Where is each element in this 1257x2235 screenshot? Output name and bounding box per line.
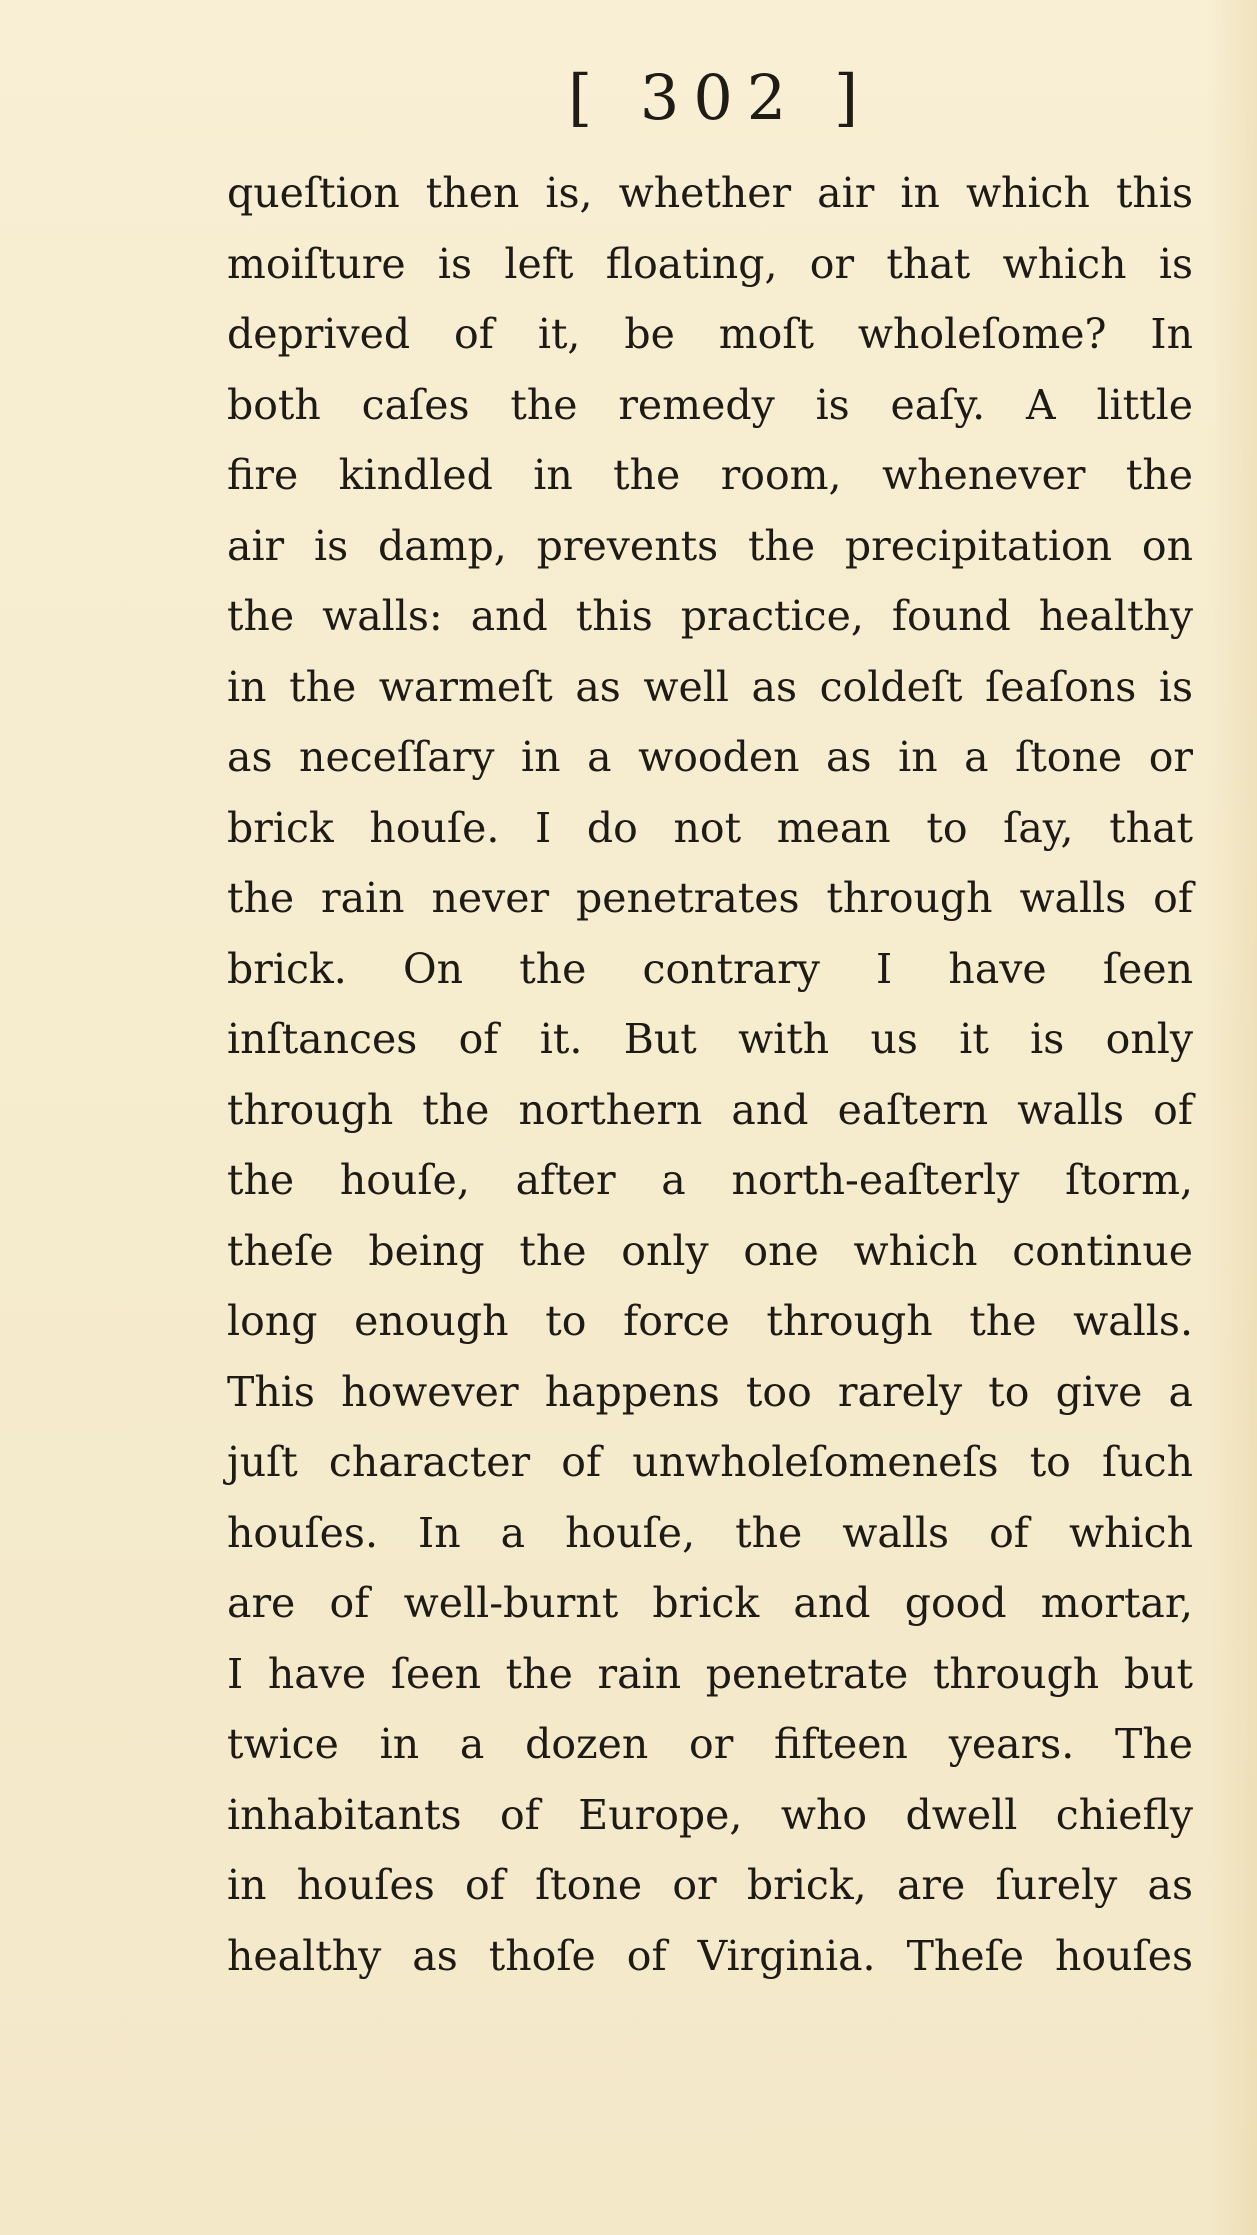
text-line: the rain never penetrates through walls of <box>227 874 1193 922</box>
text-line: brick. On the contrary I have ſeen <box>227 944 1193 993</box>
text-line: queſtion then is, whether air in which this <box>227 169 1193 217</box>
text-line: moiſture is left floating, or that which is <box>227 239 1193 288</box>
text-line: inſtances of it. But with us it is only <box>227 1015 1193 1063</box>
text-line: This however happens too rarely to give a <box>227 1367 1193 1416</box>
text-line: fire kindled in the room, whenever the <box>227 451 1193 499</box>
text-line: as neceſſary in a wooden as in a ſtone or <box>227 733 1193 781</box>
body-text <box>227 158 1193 1991</box>
text-line: the houſe, after a north-eaſterly ſtorm, <box>227 1156 1193 1204</box>
text-line: long enough to force through the walls. <box>227 1297 1193 1345</box>
text-line: I have ſeen the rain penetrate through but <box>227 1649 1193 1698</box>
text-line: are of well-burnt brick and good mortar, <box>227 1579 1193 1627</box>
text-line: the walls: and this practice, found healthy <box>227 592 1193 640</box>
page-number: [ 302 ] <box>568 61 873 134</box>
text-line: juſt character of unwholeſomeneſs to ſuch <box>227 1438 1193 1486</box>
text-line: houſes. In a houſe, the walls of which <box>227 1508 1193 1557</box>
text-line: brick houſe. I do not mean to ſay, that <box>227 803 1193 852</box>
text-line: theſe being the only one which continue <box>227 1226 1193 1275</box>
text-line: twice in a dozen or fifteen years. The <box>227 1720 1193 1768</box>
text-line: through the northern and eaſtern walls of <box>227 1085 1193 1134</box>
text-line: healthy as thoſe of Virginia. Theſe houſes <box>227 1931 1193 1980</box>
text-line: in houſes of ſtone or brick, are ſurely as <box>227 1861 1193 1909</box>
text-line: in the warmeſt as well as coldeſt ſeaſons is <box>227 662 1193 711</box>
text-line: air is damp, prevents the precipitation on <box>227 521 1193 570</box>
text-line: inhabitants of Europe, who dwell chiefly <box>227 1790 1193 1839</box>
text-line: deprived of it, be moſt wholeſome? In <box>227 310 1193 358</box>
text-line: both caſes the remedy is eaſy. A little <box>227 380 1193 429</box>
